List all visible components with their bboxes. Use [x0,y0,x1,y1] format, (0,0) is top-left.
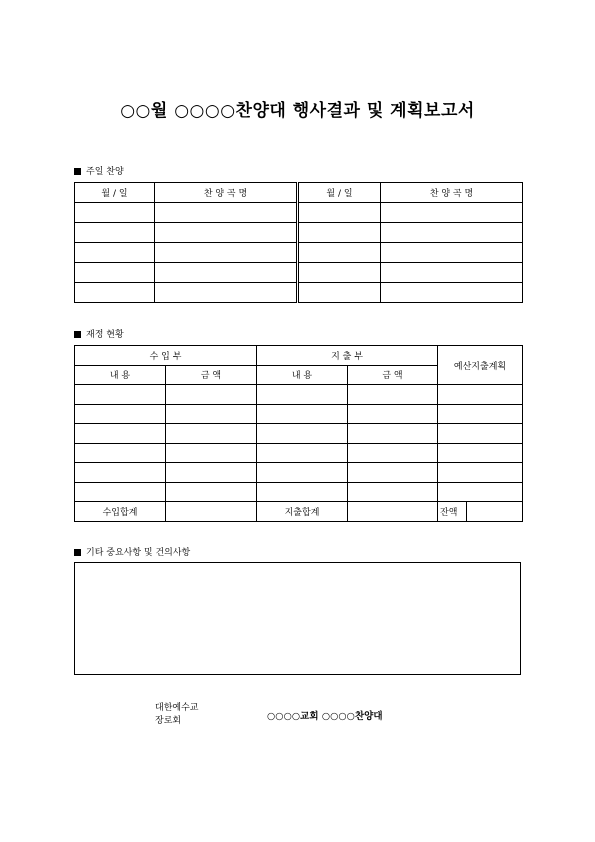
income-amount-cell[interactable] [166,482,257,502]
header-date-2: 월 / 일 [298,183,381,203]
expense-amount-cell[interactable] [348,443,438,463]
date-cell[interactable] [75,203,155,223]
expense-content-header: 내 용 [257,365,348,385]
table-row [75,243,523,263]
footer-denomination [155,700,233,726]
table-row [75,283,523,303]
finance-table [74,345,523,522]
square-bullet-icon [74,168,81,175]
footer-church-name: ○○○○교회 ○○○○찬양대 [267,711,383,722]
date-cell[interactable] [298,283,381,303]
income-header: 수 입 부 [75,346,257,366]
budget-cell[interactable] [438,463,523,483]
song-cell[interactable] [381,243,523,263]
income-total-value[interactable] [166,502,257,522]
table-row [75,482,523,502]
table-row [75,263,523,283]
date-cell[interactable] [75,243,155,263]
expense-content-cell[interactable] [257,482,348,502]
expense-content-cell[interactable] [257,404,348,424]
budget-cell[interactable] [438,404,523,424]
date-cell[interactable] [75,263,155,283]
footer-org-line2: 장로회 [155,716,182,726]
song-cell[interactable] [155,243,298,263]
table-row [75,385,523,405]
table-row [75,443,523,463]
expense-amount-cell[interactable] [348,482,438,502]
date-cell[interactable] [75,223,155,243]
income-content-cell[interactable] [75,404,166,424]
table-row [75,424,523,444]
expense-amount-cell[interactable] [348,385,438,405]
section-worship-heading [74,164,124,177]
song-cell[interactable] [381,283,523,303]
balance-value[interactable] [467,502,523,522]
worship-table [74,182,523,303]
expense-total-label: 지출합계 [257,502,348,522]
section-worship-label: 주일 찬양 [86,167,124,177]
table-row [75,463,523,483]
table-row [75,223,523,243]
income-content-header: 내 용 [75,365,166,385]
expense-amount-cell[interactable] [348,424,438,444]
header-date-1: 월 / 일 [75,183,155,203]
section-finance-heading [74,327,124,340]
section-notes-label: 기타 중요사항 및 건의사항 [86,548,191,558]
section-finance-label: 재정 현황 [86,330,124,340]
expense-content-cell[interactable] [257,385,348,405]
expense-content-cell[interactable] [257,463,348,483]
date-cell[interactable] [75,283,155,303]
song-cell[interactable] [155,203,298,223]
expense-content-cell[interactable] [257,424,348,444]
song-cell[interactable] [155,223,298,243]
income-content-cell[interactable] [75,463,166,483]
date-cell[interactable] [298,263,381,283]
table-row [75,404,523,424]
section-notes-heading [74,545,190,558]
budget-header: 예산지출계획 [438,346,523,385]
song-cell[interactable] [381,263,523,283]
balance-label: 잔액 [438,502,467,522]
date-cell[interactable] [298,203,381,223]
income-content-cell[interactable] [75,385,166,405]
footer-org-line1: 대한예수교 [155,703,199,713]
expense-content-cell[interactable] [257,443,348,463]
page-title: ○○월 ○○○○찬양대 행사결과 및 계획보고서 [120,101,475,121]
expense-amount-header: 금 액 [348,365,438,385]
notes-box[interactable] [74,562,521,675]
expense-amount-cell[interactable] [348,463,438,483]
square-bullet-icon [74,549,81,556]
income-amount-cell[interactable] [166,424,257,444]
date-cell[interactable] [298,243,381,263]
finance-header-row [75,346,523,366]
square-bullet-icon [74,331,81,338]
budget-cell[interactable] [438,443,523,463]
song-cell[interactable] [381,203,523,223]
date-cell[interactable] [298,223,381,243]
income-content-cell[interactable] [75,443,166,463]
song-cell[interactable] [155,283,298,303]
income-amount-cell[interactable] [166,463,257,483]
finance-total-row [75,502,523,522]
income-content-cell[interactable] [75,482,166,502]
expense-total-value[interactable] [348,502,438,522]
budget-cell[interactable] [438,385,523,405]
header-song-2: 찬 양 곡 명 [381,183,523,203]
table-row [75,203,523,223]
header-song-1: 찬 양 곡 명 [155,183,298,203]
income-amount-cell[interactable] [166,443,257,463]
song-cell[interactable] [155,263,298,283]
budget-cell[interactable] [438,424,523,444]
income-amount-header: 금 액 [166,365,257,385]
budget-cell[interactable] [438,482,523,502]
income-amount-cell[interactable] [166,404,257,424]
income-total-label: 수입합계 [75,502,166,522]
song-cell[interactable] [381,223,523,243]
worship-header-row [75,183,523,203]
expense-header: 지 출 부 [257,346,438,366]
income-content-cell[interactable] [75,424,166,444]
income-amount-cell[interactable] [166,385,257,405]
expense-amount-cell[interactable] [348,404,438,424]
